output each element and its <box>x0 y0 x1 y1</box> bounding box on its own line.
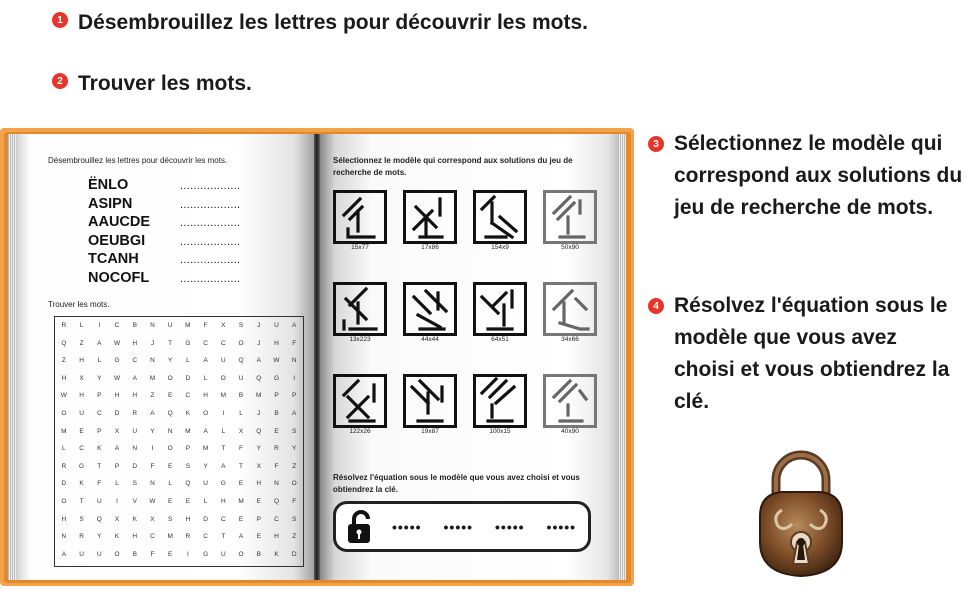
grid-letter[interactable]: T <box>168 339 173 347</box>
wordsearch-grid[interactable] <box>54 316 304 567</box>
step-4-badge: 4 <box>648 298 664 314</box>
grid-letter[interactable]: H <box>79 392 84 400</box>
grid-row <box>55 370 303 388</box>
grid-letter[interactable]: A <box>132 374 137 382</box>
grid-row <box>55 317 303 335</box>
grid-letter[interactable]: N <box>132 445 138 453</box>
grid-row <box>55 335 303 353</box>
scrambled-word: AAUCDE <box>88 214 151 231</box>
grid-letter[interactable]: Z <box>79 339 84 347</box>
pattern-label: 17x86 <box>421 244 439 251</box>
grid-letter[interactable]: N <box>150 480 155 488</box>
grid-letter[interactable]: W <box>273 357 280 365</box>
pattern-option[interactable] <box>333 374 387 428</box>
grid-letter[interactable]: G <box>114 357 120 365</box>
grid-letter[interactable]: K <box>97 445 102 453</box>
pattern-shape-icon <box>546 285 594 333</box>
grid-letter[interactable]: L <box>203 497 208 505</box>
grid-letter[interactable]: N <box>61 533 67 541</box>
grid-letter[interactable]: H <box>203 392 208 400</box>
grid-letter[interactable]: M <box>61 427 67 435</box>
scramble-row <box>88 214 240 230</box>
step-1 <box>52 7 588 39</box>
answer-blank[interactable]: .................. <box>180 254 241 267</box>
grid-letter[interactable]: X <box>256 462 261 470</box>
grid-letter[interactable]: M <box>220 392 227 400</box>
pattern-shape-icon <box>336 285 384 333</box>
step-3 <box>648 128 963 224</box>
grid-letter[interactable]: C <box>185 392 191 400</box>
grid-letter[interactable]: I <box>293 374 296 382</box>
grid-letter[interactable]: K <box>132 515 137 523</box>
answer-slot[interactable]: ••••• <box>443 518 474 535</box>
grid-letter[interactable]: Q <box>238 357 244 365</box>
page-edges-right <box>618 134 626 580</box>
grid-letter[interactable]: K <box>114 533 120 541</box>
grid-letter[interactable]: U <box>96 497 102 505</box>
grid-letter[interactable]: A <box>97 339 102 347</box>
answer-blank[interactable]: .................. <box>180 198 241 211</box>
grid-letter[interactable]: Y <box>97 533 102 541</box>
scrambled-word: ËNLO <box>88 177 129 193</box>
grid-row <box>55 352 303 370</box>
pattern-shape-icon <box>406 377 454 425</box>
grid-letter[interactable]: P <box>114 462 120 470</box>
pattern-shape-icon <box>546 377 594 425</box>
pattern-label: 44x44 <box>421 336 439 343</box>
grid-letter[interactable]: R <box>132 409 138 417</box>
scramble-row <box>88 251 240 267</box>
grid-letter[interactable]: Q <box>167 409 173 417</box>
grid-letter[interactable]: F <box>97 480 102 488</box>
grid-letter[interactable]: F <box>150 462 155 470</box>
grid-letter[interactable]: G <box>203 550 209 558</box>
grid-letter[interactable]: R <box>185 533 191 541</box>
pattern-title: Sélectionnez le modèle qui correspond aux solutions du jeu de recherche de mots. <box>333 156 573 177</box>
grid-letter[interactable]: F <box>203 322 208 329</box>
grid-row <box>55 493 303 511</box>
grid-row <box>55 475 303 493</box>
grid-letter[interactable]: C <box>132 357 138 365</box>
grid-letter[interactable]: U <box>203 480 208 488</box>
grid-letter[interactable]: G <box>79 462 85 470</box>
grid-letter[interactable]: N <box>291 357 297 365</box>
grid-letter[interactable]: O <box>61 409 67 417</box>
grid-letter[interactable]: X <box>114 515 120 523</box>
left-page <box>8 134 317 580</box>
grid-letter[interactable]: T <box>239 462 244 470</box>
grid-letter[interactable]: F <box>292 497 297 505</box>
pattern-shape-icon <box>476 285 524 333</box>
pattern-label: 64x51 <box>491 336 509 343</box>
scrambled-word: OEUBGI <box>88 232 146 249</box>
pattern-option[interactable] <box>543 190 597 244</box>
answer-slot[interactable]: ••••• <box>546 518 577 535</box>
grid-letter[interactable]: D <box>132 462 138 470</box>
grid-letter[interactable]: M <box>149 374 156 382</box>
grid-letter[interactable]: O <box>61 497 67 505</box>
grid-letter[interactable]: R <box>79 533 84 541</box>
grid-letter[interactable]: X <box>238 427 244 435</box>
pattern-option[interactable] <box>543 374 597 428</box>
pattern-shape-icon <box>406 285 454 333</box>
grid-letter[interactable]: C <box>220 515 226 523</box>
grid-letter[interactable]: E <box>256 497 261 505</box>
grid-letter[interactable]: T <box>97 462 102 470</box>
grid-letter[interactable]: Y <box>292 445 297 453</box>
grid-row <box>55 511 303 529</box>
grid-letter[interactable]: B <box>132 550 137 558</box>
grid-letter[interactable]: I <box>222 409 225 417</box>
grid-letter[interactable]: D <box>291 550 297 558</box>
grid-letter[interactable]: O <box>167 374 173 382</box>
grid-letter[interactable]: A <box>292 409 297 417</box>
grid-letter[interactable]: P <box>97 427 102 435</box>
pattern-label: 40x90 <box>561 428 579 435</box>
unlocked-padlock-icon <box>346 510 376 544</box>
grid-letter[interactable]: E <box>238 480 244 488</box>
grid-letter[interactable]: P <box>97 392 102 400</box>
grid-letter[interactable]: H <box>256 480 262 488</box>
grid-letter[interactable]: M <box>202 445 209 453</box>
grid-letter[interactable]: Z <box>292 533 297 541</box>
grid-letter[interactable]: O <box>167 445 173 453</box>
grid-letter[interactable]: E <box>79 427 84 435</box>
grid-row <box>55 405 303 423</box>
grid-letter[interactable]: D <box>61 480 67 488</box>
grid-row <box>55 458 303 476</box>
grid-letter[interactable]: E <box>274 427 279 435</box>
grid-letter[interactable]: S <box>292 515 297 523</box>
grid-letter[interactable]: Z <box>150 392 155 400</box>
pattern-option[interactable] <box>403 190 457 244</box>
scramble-row <box>88 196 240 212</box>
grid-row <box>55 387 303 405</box>
grid-letter[interactable]: L <box>79 322 84 329</box>
pattern-label: 50x90 <box>561 244 579 251</box>
pattern-shape-icon <box>476 377 524 425</box>
pattern-label: 122x26 <box>349 428 371 435</box>
grid-letter[interactable]: F <box>150 550 155 558</box>
grid-letter[interactable]: H <box>132 339 138 347</box>
grid-letter[interactable]: H <box>132 533 138 541</box>
grid-letter[interactable]: H <box>185 515 191 523</box>
grid-letter[interactable]: B <box>274 409 279 417</box>
wordsearch-title: Trouver les mots. <box>48 300 110 309</box>
grid-letter[interactable]: O <box>238 550 244 558</box>
grid-letter[interactable]: K <box>79 480 84 488</box>
grid-letter[interactable]: H <box>79 357 84 365</box>
grid-letter[interactable]: J <box>257 409 261 417</box>
pattern-option[interactable] <box>333 282 387 336</box>
grid-letter[interactable]: Q <box>61 339 67 347</box>
scramble-row <box>88 233 240 249</box>
grid-letter[interactable]: F <box>292 339 297 347</box>
grid-letter[interactable]: M <box>256 392 262 400</box>
grid-letter[interactable]: P <box>185 445 191 453</box>
scrambled-word: ASIPN <box>88 195 133 212</box>
grid-letter[interactable]: E <box>238 515 244 523</box>
grid-letter[interactable]: D <box>203 515 208 523</box>
grid-letter[interactable]: U <box>220 357 226 365</box>
grid-letter[interactable]: P <box>292 392 297 400</box>
pattern-option[interactable] <box>543 282 597 336</box>
grid-letter[interactable]: I <box>98 322 101 329</box>
grid-letter[interactable]: D <box>114 409 120 417</box>
grid-letter[interactable]: Q <box>256 427 262 435</box>
answer-slots <box>392 519 576 535</box>
step-4-text: Résolvez l'équation sous le modèle que vous avez choisi et vous obtiendrez la clé. <box>674 294 950 413</box>
grid-letter[interactable]: H <box>274 339 279 347</box>
grid-letter[interactable]: S <box>292 427 297 435</box>
grid-letter[interactable]: A <box>203 427 208 435</box>
grid-letter[interactable]: Y <box>150 427 155 435</box>
pattern-shape-icon <box>336 377 384 425</box>
grid-letter[interactable]: B <box>132 322 137 329</box>
grid-row <box>55 423 303 441</box>
grid-letter[interactable]: U <box>220 550 226 558</box>
grid-letter[interactable]: C <box>79 445 84 453</box>
grid-letter[interactable]: C <box>203 339 208 347</box>
grid-letter[interactable]: N <box>150 357 155 365</box>
grid-letter[interactable]: M <box>185 427 191 435</box>
answer-slot[interactable]: ••••• <box>392 518 422 535</box>
grid-letter[interactable]: T <box>221 533 226 541</box>
grid-letter[interactable]: Y <box>203 462 208 470</box>
grid-letter[interactable]: O <box>238 339 244 347</box>
grid-row <box>55 546 303 564</box>
grid-letter[interactable]: W <box>113 374 121 382</box>
scramble-row <box>88 177 240 193</box>
grid-letter[interactable]: A <box>256 357 261 365</box>
grid-letter[interactable]: L <box>97 357 102 365</box>
grid-letter[interactable]: E <box>256 533 261 541</box>
pattern-option[interactable] <box>473 190 527 244</box>
scrambled-word: NOCOFL <box>88 270 150 286</box>
grid-letter[interactable]: R <box>274 445 279 453</box>
grid-letter[interactable]: Q <box>96 515 102 523</box>
grid-letter[interactable]: G <box>185 339 191 347</box>
grid-letter[interactable]: E <box>168 497 173 505</box>
grid-letter[interactable]: K <box>274 550 279 558</box>
grid-letter[interactable]: S <box>238 322 244 329</box>
pattern-label: 13x223 <box>349 336 371 343</box>
pattern-label: 154x9 <box>491 244 509 251</box>
grid-letter[interactable]: U <box>238 374 244 382</box>
grid-letter[interactable]: M <box>238 497 244 505</box>
pattern-option[interactable] <box>473 282 527 336</box>
antique-padlock-icon <box>752 446 850 578</box>
grid-letter[interactable]: I <box>151 445 154 453</box>
grid-letter[interactable]: B <box>238 392 244 400</box>
grid-letter[interactable]: A <box>203 357 208 365</box>
grid-letter[interactable]: V <box>132 497 137 505</box>
grid-letter[interactable]: U <box>79 409 84 417</box>
grid-letter[interactable]: S <box>79 515 84 523</box>
step-4 <box>648 290 963 418</box>
grid-letter[interactable]: G <box>220 480 226 488</box>
grid-letter[interactable]: J <box>257 339 261 347</box>
pattern-option[interactable] <box>403 374 457 428</box>
grid-letter[interactable]: O <box>220 374 226 382</box>
pattern-shape-icon <box>476 193 524 241</box>
grid-letter[interactable]: C <box>220 339 226 347</box>
grid-letter[interactable]: P <box>256 515 261 523</box>
grid-letter[interactable]: N <box>150 322 155 329</box>
grid-letter[interactable]: U <box>274 322 279 329</box>
grid-letter[interactable]: Y <box>97 374 102 382</box>
grid-letter[interactable]: Z <box>292 462 297 470</box>
grid-letter[interactable]: Z <box>61 357 66 365</box>
grid-letter[interactable]: L <box>221 427 226 435</box>
grid-letter[interactable]: U <box>96 550 102 558</box>
book <box>0 128 634 586</box>
step-1-text: Désembrouillez les lettres pour découvrir les mots. <box>78 11 588 34</box>
grid-letter[interactable]: R <box>61 462 67 470</box>
grid-letter[interactable]: L <box>186 357 190 365</box>
grid-row <box>55 528 303 546</box>
answer-blank[interactable]: .................. <box>180 180 241 192</box>
grid-letter[interactable]: H <box>220 497 226 505</box>
step-3-badge: 3 <box>648 136 664 152</box>
right-page <box>317 134 626 580</box>
grid-letter[interactable]: A <box>61 550 67 558</box>
grid-letter[interactable]: S <box>132 480 137 488</box>
grid-letter[interactable]: A <box>114 445 120 453</box>
grid-letter[interactable]: W <box>149 497 156 505</box>
grid-letter[interactable]: E <box>168 462 173 470</box>
grid-letter[interactable]: U <box>132 427 138 435</box>
answer-blank[interactable]: .................. <box>180 217 241 230</box>
grid-letter[interactable]: H <box>61 515 67 523</box>
grid-letter[interactable]: H <box>132 392 138 400</box>
grid-letter[interactable]: H <box>114 392 120 400</box>
pattern-option[interactable] <box>333 190 387 244</box>
grid-letter[interactable]: S <box>168 515 173 523</box>
scramble-title: Désembrouillez les lettres pour découvrir les mots. <box>48 156 228 165</box>
grid-letter[interactable]: B <box>256 550 261 558</box>
answer-blank[interactable]: .................. <box>180 235 241 248</box>
grid-letter[interactable]: A <box>150 409 155 417</box>
grid-letter[interactable]: J <box>257 322 261 329</box>
answer-box[interactable] <box>333 501 591 552</box>
grid-letter[interactable]: H <box>61 374 67 382</box>
grid-letter[interactable]: O <box>291 480 297 488</box>
grid-letter[interactable]: N <box>274 480 279 488</box>
grid-letter[interactable]: E <box>185 497 191 505</box>
page-edges-left <box>8 134 16 580</box>
grid-letter[interactable]: U <box>167 322 173 329</box>
grid-letter[interactable]: C <box>203 533 208 541</box>
pattern-label: 19x87 <box>421 428 439 435</box>
grid-letter[interactable]: T <box>79 497 84 505</box>
pattern-label: 15x77 <box>351 244 369 251</box>
grid-letter[interactable]: W <box>113 339 121 347</box>
grid-letter[interactable]: L <box>203 374 208 382</box>
grid-letter[interactable]: K <box>185 409 191 417</box>
grid-letter[interactable]: E <box>168 392 173 400</box>
scrambled-word: TCANH <box>88 251 139 268</box>
book-spine <box>314 134 320 580</box>
grid-letter[interactable]: U <box>79 550 84 558</box>
grid-letter[interactable]: L <box>115 480 119 488</box>
grid-letter[interactable]: C <box>96 409 102 417</box>
step-2 <box>52 68 252 100</box>
grid-letter[interactable]: W <box>60 392 67 400</box>
pattern-option[interactable] <box>403 282 457 336</box>
pattern-shape-icon <box>406 193 454 241</box>
scramble-row <box>88 270 240 286</box>
grid-letter[interactable]: L <box>62 445 66 453</box>
grid-letter[interactable]: X <box>150 515 155 523</box>
answer-blank[interactable]: .................. <box>180 273 241 285</box>
pattern-label: 100x15 <box>489 428 511 435</box>
pattern-option[interactable] <box>473 374 527 428</box>
grid-letter[interactable]: X <box>114 427 120 435</box>
step-3-text: Sélectionnez le modèle qui correspond aux solutions du jeu de recherche de mots. <box>674 132 963 219</box>
grid-letter[interactable]: Y <box>256 445 261 453</box>
grid-letter[interactable]: L <box>239 409 243 417</box>
grid-letter[interactable]: C <box>274 515 279 523</box>
grid-letter[interactable]: Q <box>185 480 191 488</box>
grid-letter[interactable]: T <box>221 445 226 453</box>
answer-slot[interactable]: ••••• <box>495 518 525 535</box>
grid-letter[interactable]: S <box>185 462 191 470</box>
step-2-text: Trouver les mots. <box>78 72 252 95</box>
grid-letter[interactable]: C <box>114 322 120 329</box>
grid-letter[interactable]: Q <box>273 497 280 505</box>
pattern-shape-icon <box>336 193 384 241</box>
grid-letter[interactable]: H <box>274 533 279 541</box>
grid-letter[interactable]: L <box>168 480 172 488</box>
grid-letter[interactable]: I <box>186 550 189 558</box>
grid-letter[interactable]: I <box>116 497 118 505</box>
grid-letter[interactable]: Q <box>256 374 262 382</box>
step-1-badge: 1 <box>52 12 68 28</box>
equation-title: Résolvez l'équation sous le modèle que vous avez choisi et vous obtiendrez la clé. <box>333 473 580 494</box>
grid-letter[interactable]: P <box>274 392 279 400</box>
grid-letter[interactable]: O <box>114 550 120 558</box>
grid-letter[interactable]: C <box>150 533 155 541</box>
grid-letter[interactable]: A <box>292 322 297 329</box>
grid-letter[interactable]: J <box>150 339 155 347</box>
grid-letter[interactable]: X <box>221 322 226 329</box>
grid-letter[interactable]: N <box>167 427 173 435</box>
pattern-shape-icon <box>546 193 594 241</box>
grid-letter[interactable]: Y <box>168 357 173 365</box>
grid-row <box>55 440 303 458</box>
grid-letter[interactable]: D <box>185 374 191 382</box>
grid-letter[interactable]: E <box>168 550 173 558</box>
grid-letter[interactable]: F <box>239 445 244 453</box>
grid-letter[interactable]: A <box>238 533 244 541</box>
grid-letter[interactable]: A <box>221 462 226 470</box>
pattern-label: 34x66 <box>561 336 579 343</box>
grid-letter[interactable]: M <box>185 322 191 329</box>
step-2-badge: 2 <box>52 73 68 89</box>
grid-letter[interactable]: R <box>61 322 67 329</box>
grid-letter[interactable]: O <box>203 409 209 417</box>
grid-letter[interactable]: X <box>79 374 84 382</box>
grid-letter[interactable]: M <box>167 533 173 541</box>
grid-letter[interactable]: G <box>273 374 280 382</box>
grid-letter[interactable]: F <box>274 462 279 470</box>
